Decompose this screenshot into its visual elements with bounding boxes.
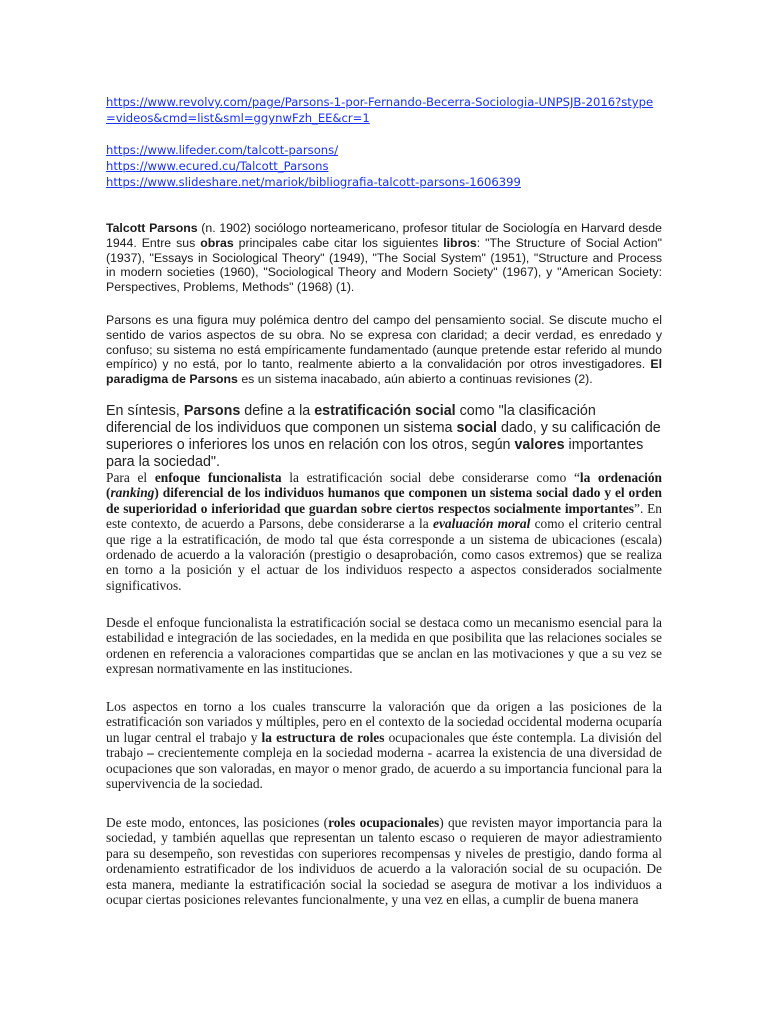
text: dado, y su calificación de superiores o inferiores los unos en relación con los otros, según [106, 420, 661, 453]
text: la estratificación social debe considerarse como “ [281, 470, 580, 485]
link-revolvy[interactable]: https://www.revolvy.com/page/Parsons-1-por-Fernando-Becerra-Sociologia-UNPSJB-2016?stype=videos&cmd=list&sml=ggynwFzh_EE&cr=1 [106, 95, 654, 125]
paragraph-polemic [106, 313, 662, 387]
paragraph-intro [106, 221, 662, 295]
bold-libros: libros [443, 235, 477, 250]
bold-estratificacion: estratificación social [314, 403, 456, 419]
bold-paradigm: El paradigma de Parsons [106, 357, 662, 387]
bold-italic-ranking [110, 485, 154, 500]
bold-definition: ) diferencial de los individuos humanos que componen un sistema social dado y el orden de superioridad o inferioridad que guardan sobre ciertos respectos socialmente importantes [106, 485, 662, 516]
italic-evaluacion: evaluación moral [433, 516, 531, 532]
link-slideshare[interactable]: https://www.slideshare.net/mariok/bibliografia-talcott-parsons-1606399 [106, 175, 521, 189]
bold-obras: obras [200, 235, 234, 250]
text: En síntesis, [106, 403, 184, 419]
bold-ordenacion: la ordenación ( [106, 470, 662, 501]
bold-italic-evaluacion [433, 516, 530, 531]
bold-estructura-roles: la estructura de roles [261, 729, 385, 745]
text: : "The Structure of Social Action" (1937), "Essays in Sociological Theory" (1949), "The Social System" (1951), "Structure and Process in modern societies (1960), "Sociological Theory and Modern Society" (1967), y "American Society: Perspectives, Problems, Methods" (1968) (1). [106, 235, 662, 295]
text: principales cabe citar los siguientes [233, 235, 444, 250]
bold-parsons: Parsons [183, 403, 241, 419]
text: (n. 1902) sociólogo norteamericano, profesor titular de Sociología en Harvard desde 1944. Entre sus [106, 221, 662, 250]
paragraph-funcionalista [106, 470, 662, 593]
text: Los aspectos en torno a los cuales transcurre la valoración que da origen a las posiciones de la estratificación son variados y múltiples, pero en el contexto de la sociedad occidental moderna ocuparía un lugar central el trabajo y [106, 699, 662, 745]
text: importantes para la sociedad". [106, 437, 644, 470]
paragraph-estabilidad [106, 615, 662, 677]
paragraph-aspectos [106, 699, 662, 791]
italic-ranking: ranking [110, 485, 155, 501]
text: De este modo, entonces, las posiciones ( [106, 815, 329, 830]
spacer [106, 126, 662, 142]
bold-social: social [456, 420, 498, 436]
text: ”. En este contexto, de acuerdo a Parsons, debe considerarse a la [106, 500, 662, 532]
paragraph-text [106, 470, 662, 593]
text: ocupacionales que éste contempla. La división del trabajo [106, 729, 663, 761]
paragraph-text [106, 815, 662, 907]
paragraph-text [106, 313, 662, 387]
text: es un sistema inacabado, aún abierto a continuas revisiones (2). [237, 372, 593, 387]
bold-dash: – [147, 745, 154, 761]
link-ecured[interactable]: https://www.ecured.cu/Talcott_Parsons [106, 159, 329, 173]
text: define a la [240, 403, 315, 419]
bold-valores: valores [514, 437, 565, 453]
text: crecientemente compleja en la sociedad moderna - acarrea la existencia de una diversidad de ocupaciones que son valoradas, en mayor o menor grado, de acuerdo a su importancia funcional para la supervivencia de la sociedad. [106, 745, 662, 792]
bold-name: Talcott Parsons [106, 221, 198, 235]
text: Parsons es una figura muy polémica dentro del campo del pensamiento social. Se discute mucho el sentido de varios aspectos de su obra. No se expresa con claridad; a decir verdad, es enredado y confuso; su sistema no está empíricamente fundamentado (aunque pretende estar referido al mundo empírico) y no está, por lo tanto, realmente abierto a la convalidación por otros investigadores. [106, 313, 662, 372]
reference-links [106, 94, 662, 190]
paragraph-text: Desde el enfoque funcionalista la estratificación social se destaca como un mecanismo esencial para la estabilidad e integración de las sociedades, en la medida en que posibilita que las relaciones sociales se ordenen en referencia a valoraciones compartidas que se anclan en las motivaciones y que a su vez se expresan normativamente en las instituciones. [106, 615, 662, 677]
bold-enfoque: enfoque funcionalista [154, 470, 282, 485]
paragraph-text [106, 221, 662, 295]
paragraph-text [106, 699, 662, 791]
paragraph-sintesis [106, 403, 662, 471]
text: como "la clasificación diferencial de los individuos que componen un sistema [106, 403, 596, 436]
text: ) que revisten mayor importancia para la sociedad, y también aquellas que representan un talento escaso o requieren de mayor adiestramiento para su desempeño, son revestidas con superiores recompensas y niveles de prestigio, dando forma al ordenamiento estratificador de los individuos de acuerdo a la valoración social de su ocupación. De esta manera, mediante la estratificación social la sociedad se asegura de motivar a los individuos a ocupar ciertas posiciones relevantes funcionalmente, y una vez en ellas, a cumplir de buena manera [106, 815, 662, 908]
bold-roles-ocupacionales: roles ocupacionales [328, 815, 440, 830]
text: como el criterio central que rige a la estratificación, de modo tal que ésta corresponde a un sistema de ubicaciones (escala) ordenado de acuerdo a la valoración (prestigio o desaprobación, como casos extremos) que se realiza en torno a la posición y el actuar de los individuos respecto a aspectos considerados socialmente significativos. [106, 516, 662, 593]
paragraph-posiciones [106, 815, 662, 907]
paragraph-text [106, 403, 662, 471]
link-lifeder[interactable]: https://www.lifeder.com/talcott-parsons/ [106, 143, 339, 157]
text: Para el [106, 470, 155, 485]
